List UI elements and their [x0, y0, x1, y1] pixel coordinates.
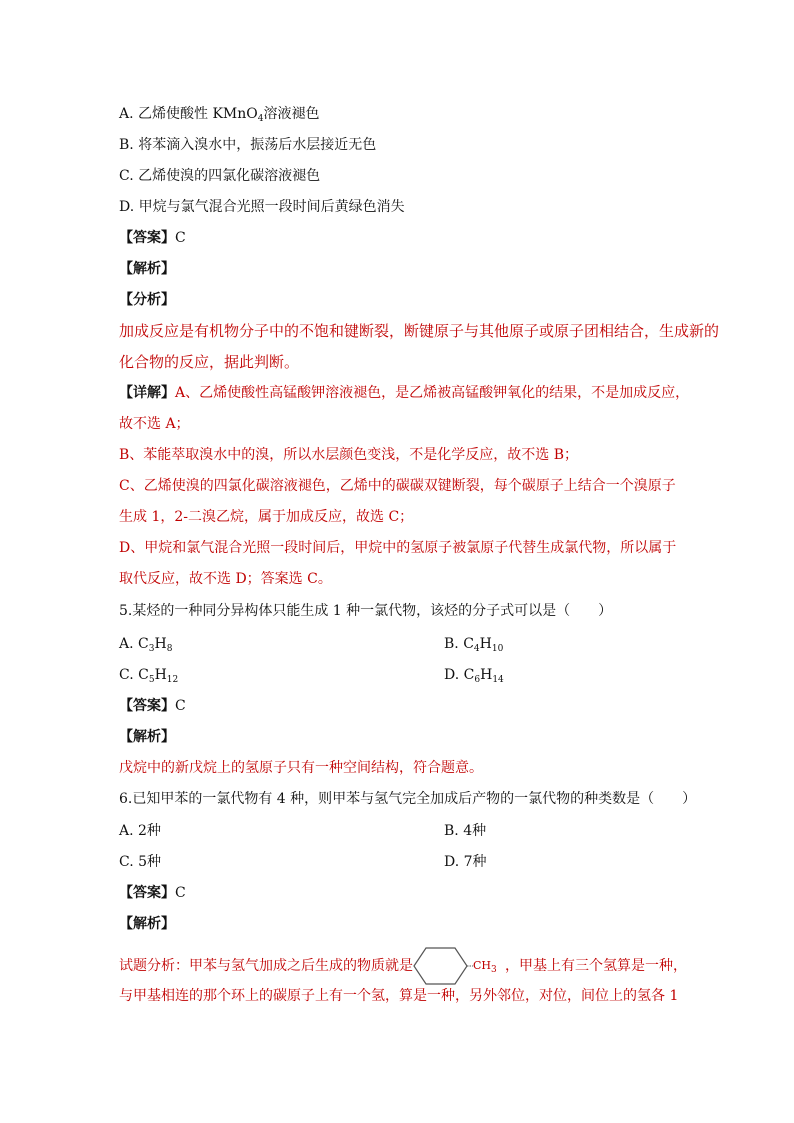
q5-option-d-h: H: [480, 667, 493, 683]
q5-option-a-h-sub: 8: [166, 644, 173, 654]
q5-option-a-h: H: [154, 636, 167, 652]
q4-answer-value: C: [175, 230, 186, 246]
q6-analysis-label: 【解析】: [119, 916, 175, 932]
ring-svg: [413, 946, 473, 986]
q5-option-a: [119, 634, 172, 654]
q4-detail-label: 【详解】: [119, 385, 175, 401]
q6-option-b: B. 4种: [444, 823, 487, 839]
q6-analysis-line1: [119, 952, 687, 980]
q5-answer-value: C: [175, 698, 186, 714]
q4-option-a: [119, 104, 319, 124]
q5-analysis-label: 【解析】: [119, 729, 175, 745]
q5-stem: 5.某烃的一种同分异构体只能生成 1 种一氯代物，该烃的分子式可以是（ ）: [119, 603, 613, 619]
q4-detail-c1: C、乙烯使溴的四氯化碳溶液褪色，乙烯中的碳碳双键断裂，每个碳原子上结合一个溴原子: [119, 478, 676, 494]
q4-detail-b: B、苯能萃取溴水中的溴，所以水层颜色变浅，不是化学反应，故不选 B；: [119, 447, 579, 463]
q6-answer-label: 【答案】: [119, 885, 175, 901]
q4-detail-c2: 生成 1，2-二溴乙烷，属于加成反应，故选 C；: [119, 509, 414, 525]
ch3-label: [473, 956, 497, 976]
q5-option-d-label: D.: [444, 667, 460, 683]
q4-option-c: C. 乙烯使溴的四氯化碳溶液褪色: [119, 168, 321, 184]
q6-option-a: A. 2种: [119, 823, 161, 839]
q5-option-a-label: A.: [119, 636, 134, 652]
ch3-text: CH: [473, 959, 492, 972]
q5-option-d-c: C: [463, 667, 475, 683]
q4-detail-d1: D、甲烷和氯气混合光照一段时间后，甲烷中的氢原子被氯原子代替生成氯代物，所以属于: [119, 540, 677, 556]
q5-option-b: [444, 634, 503, 654]
q4-option-b: B. 将苯滴入溴水中，振荡后水层接近无色: [119, 137, 377, 153]
q4-answer-label: 【答案】: [119, 230, 175, 246]
q5-answer-label: 【答案】: [119, 698, 175, 714]
q5-option-c-h-sub: 12: [166, 675, 179, 685]
q6-stem: 6.已知甲苯的一氯代物有 4 种，则甲苯与氢气完全加成后产物的一氯代物的种类数是（ ）: [119, 791, 697, 807]
q4-fenxi-label: 【分析】: [119, 292, 175, 308]
q4-detail-a1-text: A、乙烯使酸性高锰酸钾溶液褪色，是乙烯被高锰酸钾氧化的结果，不是加成反应，: [175, 385, 690, 401]
q6-answer-value: C: [175, 885, 186, 901]
q5-option-a-c-sub: 3: [148, 644, 155, 654]
q5-option-a-c: C: [138, 636, 149, 652]
q4-answer: [119, 228, 186, 248]
q5-option-d-h-sub: 14: [492, 675, 504, 685]
q5-option-c-c: C: [138, 667, 149, 683]
q6-analysis-pre: 试题分析：甲苯与氢气加成之后生成的物质就是: [119, 958, 413, 974]
q4-detail-a2: 故不选 A；: [119, 416, 190, 432]
q6-option-c: C. 5种: [119, 854, 162, 870]
q4-fenxi-line1: 加成反应是有机物分子中的不饱和键断裂，断键原子与其他原子或原子团相结合，生成新的: [119, 322, 720, 340]
q4-analysis-label: 【解析】: [119, 261, 175, 277]
q4-option-a-text-end: 溶液褪色: [263, 106, 320, 122]
q5-option-c-label: C.: [119, 667, 134, 683]
q4-detail-a1: [119, 383, 689, 403]
q5-answer: [119, 696, 186, 716]
q5-option-b-h-sub: 10: [491, 644, 504, 654]
q5-option-d: [444, 665, 504, 685]
q6-answer: [119, 883, 186, 903]
q5-option-c-h: H: [154, 667, 167, 683]
q5-option-b-c-sub: 4: [473, 644, 480, 654]
q4-option-a-subscript: 4: [257, 114, 264, 124]
q5-option-c: [119, 665, 178, 685]
q4-option-d: D. 甲烷与氯气混合光照一段时间后黄绿色消失: [119, 199, 405, 215]
q5-option-b-label: B.: [444, 636, 459, 652]
ch3-subscript: 3: [491, 965, 497, 975]
q6-option-d: D. 7种: [444, 854, 487, 870]
q4-option-a-text: A. 乙烯使酸性 KMnO: [119, 106, 258, 122]
q5-option-b-h: H: [479, 636, 492, 652]
cyclohexane-ring-structure-icon: [413, 952, 505, 980]
q5-option-b-c: C: [463, 636, 474, 652]
q5-analysis-text: 戊烷中的新戊烷上的氢原子只有一种空间结构，符合题意。: [119, 760, 483, 776]
q5-option-c-c-sub: 5: [148, 675, 155, 685]
q6-analysis-line2: 与甲基相连的那个环上的碳原子上有一个氢，算是一种，另外邻位，对位，间位上的氢各 1: [119, 988, 679, 1004]
q5-option-d-c-sub: 6: [474, 675, 481, 685]
q4-detail-d2: 取代反应，故不选 D；答案选 C。: [119, 571, 332, 587]
q4-fenxi-line2: 化合物的反应，据此判断。: [119, 353, 300, 371]
q6-analysis-post: ，甲基上有三个氢算是一种，: [505, 958, 687, 974]
